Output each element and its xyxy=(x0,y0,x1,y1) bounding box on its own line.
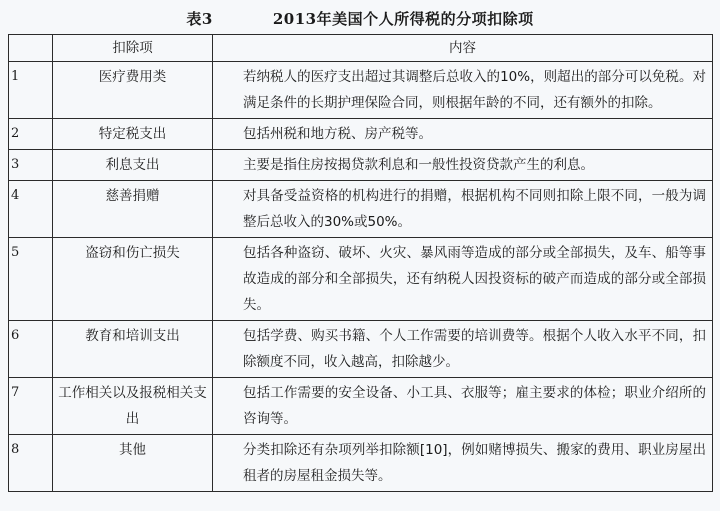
row-item: 特定税支出 xyxy=(53,119,213,150)
table-label: 表3 xyxy=(186,10,213,28)
row-content xyxy=(213,181,713,238)
row-num: 2 xyxy=(9,119,53,150)
row-item: 其他 xyxy=(53,435,213,492)
row-content xyxy=(213,62,713,119)
table-row xyxy=(9,150,713,181)
table-row xyxy=(9,238,713,321)
table-row xyxy=(9,435,713,492)
table-row xyxy=(9,119,713,150)
row-num: 4 xyxy=(9,181,53,238)
row-item: 医疗费用类 xyxy=(53,62,213,119)
row-content xyxy=(213,238,713,321)
row-item: 工作相关以及报税相关支出 xyxy=(53,378,213,435)
row-num: 3 xyxy=(9,150,53,181)
table-row xyxy=(9,321,713,378)
row-content-text: 包括各种盗窃、破坏、火灾、暴风雨等造成的部分或全部损失，及车、船等事故造成的部分和全部损失，还有纳税人因投资标的破产而造成的部分或全部损失。 xyxy=(243,245,706,313)
header-content: 内容 xyxy=(213,35,713,62)
deduction-table xyxy=(8,34,713,492)
header-row xyxy=(9,35,713,62)
row-content xyxy=(213,321,713,378)
table-row xyxy=(9,181,713,238)
row-num: 8 xyxy=(9,435,53,492)
row-item: 慈善捐赠 xyxy=(53,181,213,238)
row-num: 6 xyxy=(9,321,53,378)
table-row xyxy=(9,378,713,435)
table-caption: 2013年美国个人所得税的分项扣除项 xyxy=(272,10,534,28)
row-num: 7 xyxy=(9,378,53,435)
row-item: 盗窃和伤亡损失 xyxy=(53,238,213,321)
row-item: 教育和培训支出 xyxy=(53,321,213,378)
row-content-text: 包括学费、购买书籍、个人工作需要的培训费等。根据个人收入水平不同，扣除额度不同，收入越高，扣除越少。 xyxy=(243,328,706,370)
row-content xyxy=(213,150,713,181)
row-content-text: 若纳税人的医疗支出超过其调整后总收入的10%，则超出的部分可以免税。对满足条件的长期护理保险合同，则根据年龄的不同，还有额外的扣除。 xyxy=(243,69,706,111)
row-content xyxy=(213,378,713,435)
row-content-text: 分类扣除还有杂项列举扣除额[10]，例如赌博损失、搬家的费用、职业房屋出租者的房屋租金损失等。 xyxy=(243,442,706,484)
row-content-text: 包括工作需要的安全设备、小工具、衣服等；雇主要求的体检；职业介绍所的咨询等。 xyxy=(243,385,706,427)
header-item: 扣除项 xyxy=(53,35,213,62)
table-title xyxy=(0,8,720,29)
row-content-text: 对具备受益资格的机构进行的捐赠，根据机构不同则扣除上限不同，一般为调整后总收入的30%或50%。 xyxy=(243,188,706,230)
row-num: 1 xyxy=(9,62,53,119)
header-num xyxy=(9,35,53,62)
row-content xyxy=(213,119,713,150)
row-item: 利息支出 xyxy=(53,150,213,181)
row-num: 5 xyxy=(9,238,53,321)
row-content-text: 包括州税和地方税、房产税等。 xyxy=(243,126,432,142)
table-row xyxy=(9,62,713,119)
row-content xyxy=(213,435,713,492)
row-content-text: 主要是指住房按揭贷款利息和一般性投资贷款产生的利息。 xyxy=(243,157,594,173)
